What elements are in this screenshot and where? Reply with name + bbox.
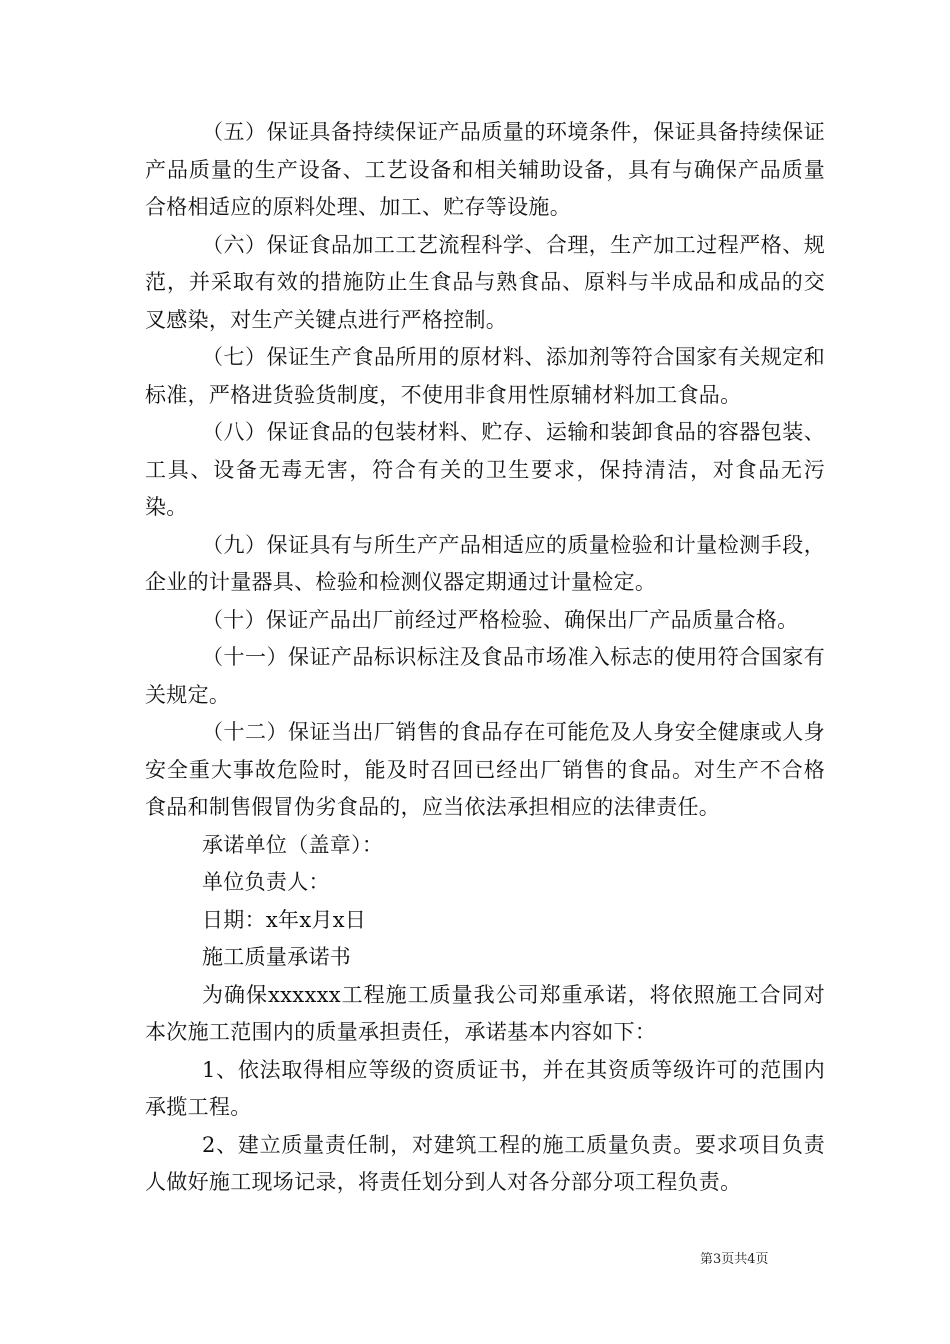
paragraph-5: （五）保证具备持续保证产品质量的环境条件，保证具备持续保证产品质量的生产设备、工艺设备和相关辅助设备，具有与确保产品质量合格相适应的原料处理、加工、贮存等设施。 — [145, 120, 825, 219]
paragraph-7: （七）保证生产食品所用的原材料、添加剂等符合国家有关规定和标准，严格进货验货制度，不使用非食用性原辅材料加工食品。 — [145, 345, 825, 407]
section-title: 施工质量承诺书 — [202, 945, 352, 969]
paragraph-12: （十二）保证当出厂销售的食品存在可能危及人身安全健康或人身安全重大事故危险时，能及时召回已经出厂销售的食品。对生产不合格食品和制售假冒伪劣食品的，应当依法承担相应的法律责任。 — [145, 720, 825, 819]
signature-leader: 单位负责人： — [202, 870, 330, 894]
construction-item-1: 1、依法取得相应等级的资质证书，并在其资质等级许可的范围内承揽工程。 — [145, 1057, 825, 1119]
signature-unit: 承诺单位（盖章）： — [202, 832, 384, 857]
paragraph-8: （八）保证食品的包装材料、贮存、运输和装卸食品的容器包装、工具、设备无毒无害，符合有关的卫生要求，保持清洁，对食品无污染。 — [145, 420, 825, 519]
paragraph-11: （十一）保证产品标识标注及食品市场准入标志的使用符合国家有关规定。 — [145, 645, 825, 707]
paragraph-10: （十）保证产品出厂前经过严格检验、确保出厂产品质量合格。 — [202, 607, 799, 632]
paragraph-6: （六）保证食品加工工艺流程科学、合理，生产加工过程严格、规范，并采取有效的措施防止生食品与熟食品、原料与半成品和成品的交叉感染，对生产关键点进行严格控制。 — [145, 232, 825, 332]
paragraph-9: （九）保证具有与所生产产品相适应的质量检验和计量检测手段，企业的计量器具、检验和检测仪器定期通过计量检定。 — [145, 532, 825, 594]
document-body — [145, 114, 825, 1202]
construction-intro: 为确保xxxxxx工程施工质量我公司郑重承诺，将依照施工合同对本次施工范围内的质量承担责任，承诺基本内容如下： — [145, 982, 825, 1044]
construction-item-2: 2、建立质量责任制，对建筑工程的施工质量负责。要求项目负责人做好施工现场记录，将责任划分到人对各分部分项工程负责。 — [145, 1132, 825, 1194]
signature-date: 日期：x年x月x日 — [202, 907, 367, 932]
page-number: 第3页共4页 — [700, 1252, 769, 1267]
